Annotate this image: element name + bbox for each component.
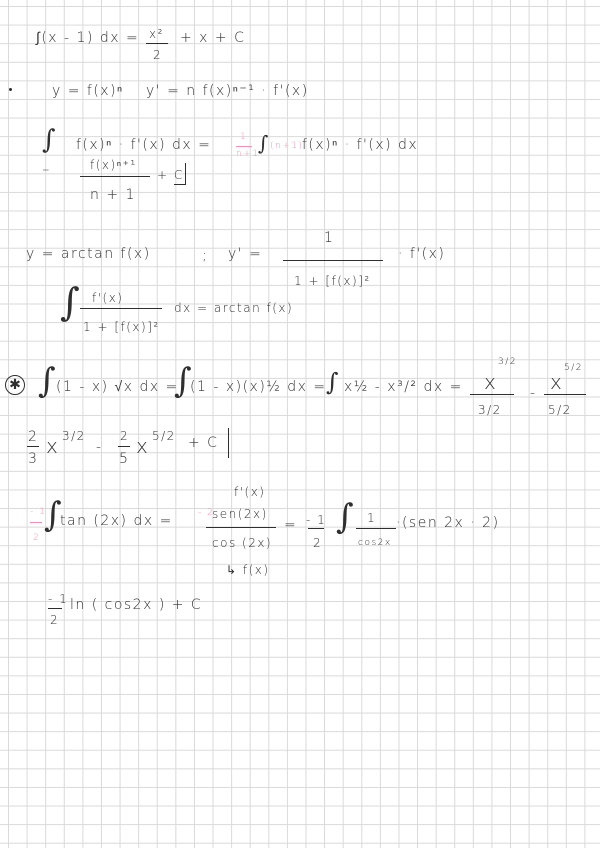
- arctan-deriv-den: 1 + [f(x)]²: [294, 274, 371, 288]
- tan-integral: tan (2x) dx =: [60, 513, 173, 529]
- arctan-integral-result: dx = arctan f(x): [174, 301, 294, 315]
- pink-fraction-bar: [236, 146, 252, 147]
- arctan-deriv-num: 1: [324, 230, 335, 246]
- integral-sign: ∫: [60, 280, 80, 324]
- coef2-num: 2: [120, 429, 130, 443]
- coef1-num: 2: [28, 429, 39, 445]
- frac-num: x²: [149, 27, 164, 41]
- final-coef-den: 2: [50, 613, 60, 627]
- exercise-integral: (1 - x) √x dx =: [56, 379, 179, 395]
- fraction-bar: [48, 608, 62, 609]
- fraction-bar: [283, 260, 383, 261]
- x-term-2: x: [136, 434, 150, 458]
- pink-frac-num: 1: [240, 132, 248, 142]
- half-num: - 1: [306, 513, 327, 527]
- y-prime-chain-rule: y' = n f(x)ⁿ⁻¹ · f'(x): [146, 83, 309, 99]
- result-box-bar: [228, 428, 229, 458]
- f-prime-annotation: f'(x): [234, 485, 266, 499]
- result-box-base: [174, 184, 186, 185]
- exp-term-1: 3/2: [62, 429, 86, 443]
- frac-den: 2: [153, 48, 163, 62]
- integral-sign: ∫: [174, 361, 192, 401]
- bullet-dot: [9, 88, 12, 91]
- y-equals-fx-n: y = f(x)ⁿ: [52, 83, 124, 99]
- frac1-num: x: [484, 370, 498, 394]
- fraction-bar: [118, 446, 130, 447]
- sen-2x: sen(2x): [212, 507, 268, 521]
- integral-sign: ∫: [42, 125, 56, 155]
- pink-neg-one: - 1: [30, 507, 47, 517]
- integral-x-minus-1: ∫(x - 1) dx =: [36, 30, 140, 46]
- asterisk-marker: ✱: [5, 375, 25, 395]
- inner-den: cos2x: [358, 538, 392, 548]
- coef2-den: 5: [119, 451, 130, 467]
- fraction-bar: [80, 176, 150, 177]
- power-rule-lhs: f(x)ⁿ · f'(x) dx =: [76, 137, 212, 153]
- f-of-x-annotation: ↳ f(x): [226, 563, 270, 577]
- line1-rest: + x + C: [180, 30, 246, 46]
- y-prime-label: y' =: [228, 246, 263, 262]
- pink-fraction-bar: [30, 522, 42, 523]
- frac1-exponent: 3/2: [498, 357, 517, 367]
- pink-n-plus-1: (n+1): [270, 141, 304, 151]
- integral-sign: ∫: [44, 495, 62, 535]
- fraction-bar: [146, 43, 168, 44]
- semicolon: ;: [202, 248, 209, 264]
- equals-sign: =: [284, 517, 298, 533]
- half-den: 2: [313, 536, 323, 550]
- pink-frac-den: n+1: [236, 149, 260, 159]
- integral-sign: ∫: [38, 361, 56, 401]
- exercise-split: x½ - x³/² dx =: [344, 379, 463, 395]
- fraction-bar: [80, 308, 162, 309]
- ln-cos-result: ln ( cos2x ) + C: [70, 597, 203, 613]
- frac2-den: 5/2: [548, 403, 572, 417]
- final-coef-num: - 1: [48, 592, 69, 606]
- x-term-1: x: [46, 434, 60, 458]
- result-box-bar: [185, 163, 186, 185]
- coef1-den: 3: [28, 451, 39, 467]
- exercise-rewrite: (1 - x)(x)½ dx =: [190, 379, 327, 395]
- minus-sign: -: [96, 439, 103, 455]
- fraction-bar: [356, 528, 396, 529]
- power-result-num: f(x)ⁿ⁺¹: [90, 158, 137, 172]
- cos-2x: cos (2x): [212, 536, 273, 550]
- arctan-integrand-den: 1 + [f(x)]²: [83, 320, 160, 334]
- integral-sign: ∫: [258, 131, 269, 155]
- minus-sign: -: [530, 385, 537, 401]
- power-result-den: n + 1: [90, 187, 136, 203]
- arctan-deriv-tail: · f'(x): [398, 246, 446, 262]
- power-rule-rhs: f(x)ⁿ · f'(x) dx: [302, 137, 419, 153]
- frac1-den: 3/2: [478, 403, 502, 417]
- fraction-bar: [27, 446, 39, 447]
- fraction-bar: [544, 394, 586, 395]
- pink-minus-two: - 2: [198, 508, 215, 518]
- equals-sign: =: [42, 166, 52, 176]
- frac2-exponent: 5/2: [564, 363, 583, 373]
- fraction-bar: [470, 394, 514, 395]
- integral-sign: ∫: [336, 497, 354, 537]
- fraction-bar: [308, 528, 324, 529]
- arctan-integrand-num: f'(x): [92, 291, 124, 305]
- y-equals-arctan: y = arctan f(x): [26, 246, 151, 262]
- integral-sign: ∫: [326, 368, 339, 396]
- sen-2x-times-2: ·(sen 2x · 2): [396, 515, 500, 531]
- plus-constant: + C: [157, 168, 184, 182]
- inner-num: 1: [367, 511, 377, 525]
- fraction-bar: [206, 527, 276, 528]
- exp-term-2: 5/2: [152, 429, 176, 443]
- pink-two: 2: [33, 533, 41, 543]
- plus-constant: + C: [188, 435, 219, 451]
- frac2-num: x: [550, 370, 564, 394]
